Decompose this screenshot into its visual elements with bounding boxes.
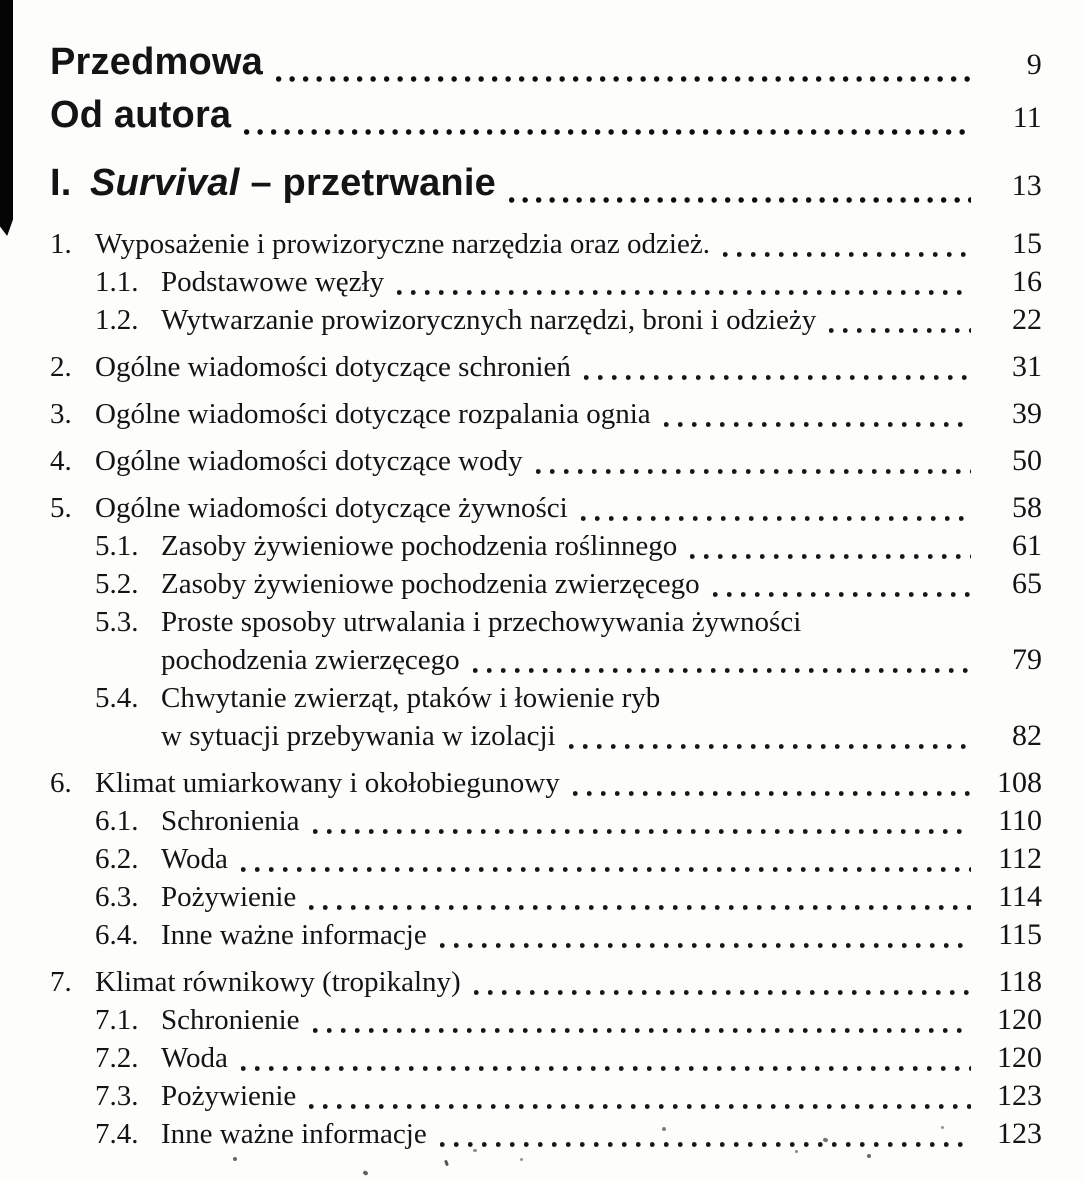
entry-title: Ogólne wiadomości dotyczące schronień xyxy=(95,351,571,383)
entry-title: Klimat umiarkowany i okołobiegunowy xyxy=(95,767,560,799)
page-number: 13 xyxy=(1011,169,1042,202)
entry-number: 7. xyxy=(50,966,72,998)
page-number: 65 xyxy=(1012,567,1042,600)
entry-number: 5. xyxy=(50,492,72,524)
entry-title: Ogólne wiadomości dotyczące żywności xyxy=(95,492,568,524)
page-number: 120 xyxy=(997,1041,1042,1074)
entry-title: Inne ważne informacje xyxy=(161,919,427,951)
page-number: 123 xyxy=(997,1079,1042,1112)
page-number: 58 xyxy=(1012,491,1042,524)
toc-row-front-matter xyxy=(50,36,1042,89)
entry-number: 1.1. xyxy=(95,266,139,298)
entry-title xyxy=(90,157,496,210)
dot-leader xyxy=(440,1141,971,1148)
entry-number: 6.2. xyxy=(95,843,139,875)
dot-leader xyxy=(829,327,971,334)
toc-row-chapter xyxy=(50,764,1042,802)
dot-leader xyxy=(241,1065,971,1072)
scan-speck xyxy=(473,1149,477,1152)
dot-leader xyxy=(723,251,971,258)
entry-title: Zasoby żywieniowe pochodzenia zwierzęcego xyxy=(161,568,700,600)
dot-leader xyxy=(474,989,971,996)
page-number: 82 xyxy=(1012,719,1042,752)
dot-leader xyxy=(573,790,971,797)
page-number: 114 xyxy=(998,880,1042,913)
toc-row-subsection xyxy=(50,263,1042,301)
entry-title: Ogólne wiadomości dotyczące rozpalania ognia xyxy=(95,398,651,430)
entry-number: 2. xyxy=(50,351,72,383)
page-number: 110 xyxy=(998,804,1042,837)
entry-title: Wyposażenie i prowizoryczne narzędzia oraz odzież. xyxy=(95,228,710,260)
dot-leader xyxy=(473,667,971,674)
entry-number: 3. xyxy=(50,398,72,430)
dot-leader xyxy=(509,196,971,204)
entry-title: Pożywienie xyxy=(161,881,297,913)
entry-title: Wytwarzanie prowizorycznych narzędzi, broni i odzieży xyxy=(161,304,817,336)
toc-row-subsection xyxy=(50,1039,1042,1077)
page-number: 79 xyxy=(1012,643,1042,676)
entry-number: 6. xyxy=(50,767,72,799)
toc-row-subsection-wrapped xyxy=(50,603,1042,679)
entry-title: Woda xyxy=(161,843,228,875)
dot-leader xyxy=(309,904,971,911)
entry-title: Schronienia xyxy=(161,805,300,837)
dot-leader xyxy=(569,743,971,750)
toc-row-subsection xyxy=(50,565,1042,603)
entry-title: Pożywienie xyxy=(161,1080,297,1112)
toc-row-part xyxy=(50,157,1042,210)
scan-speck xyxy=(362,1170,368,1176)
entry-number: 1.2. xyxy=(95,304,139,336)
entry-line-2 xyxy=(95,717,1042,755)
toc-row-subsection xyxy=(50,1077,1042,1115)
page-number: 120 xyxy=(997,1003,1042,1036)
page-number: 50 xyxy=(1012,444,1042,477)
dot-leader xyxy=(440,942,971,949)
scan-speck xyxy=(520,1158,523,1161)
dot-leader xyxy=(584,374,971,381)
dot-leader xyxy=(690,553,971,560)
entry-title: Proste sposoby utrwalania i przechowywania żywności xyxy=(161,606,802,638)
entry-number: 5.3. xyxy=(95,606,139,638)
dot-leader xyxy=(397,289,971,296)
entry-number: 5.4. xyxy=(95,682,139,714)
entry-title: Inne ważne informacje xyxy=(161,1118,427,1150)
entry-title: Schronienie xyxy=(161,1004,300,1036)
entry-title: Klimat równikowy (tropikalny) xyxy=(95,966,461,998)
entry-title: Podstawowe węzły xyxy=(161,266,385,298)
entry-title: Od autora xyxy=(50,94,232,136)
scan-speck xyxy=(662,1127,666,1131)
entry-title: Przedmowa xyxy=(50,41,263,83)
entry-number: 5.1. xyxy=(95,530,139,562)
toc-row-chapter xyxy=(50,442,1042,480)
entry-title-italic: Survival xyxy=(90,162,240,204)
page-number: 61 xyxy=(1012,529,1042,562)
page-number: 22 xyxy=(1012,303,1042,336)
entry-number: 5.2. xyxy=(95,568,139,600)
toc-row-subsection-wrapped xyxy=(50,679,1042,755)
toc-row-subsection xyxy=(50,527,1042,565)
dot-leader xyxy=(309,1103,971,1110)
page-number: 15 xyxy=(1012,227,1042,260)
entry-line-1 xyxy=(95,603,1042,641)
entry-number: I. xyxy=(50,162,72,204)
entry-number: 7.3. xyxy=(95,1080,139,1112)
entry-title: Woda xyxy=(161,1042,228,1074)
page-number: 11 xyxy=(1012,101,1042,134)
page-number: 112 xyxy=(998,842,1042,875)
entry-number: 7.4. xyxy=(95,1118,139,1150)
dot-leader xyxy=(581,515,971,522)
entry-line-1 xyxy=(95,679,1042,717)
entry-title: Chwytanie zwierząt, ptaków i łowienie ryb xyxy=(161,682,661,714)
entry-number: 4. xyxy=(50,445,72,477)
entry-number: 6.4. xyxy=(95,919,139,951)
toc-row-subsection xyxy=(50,301,1042,339)
dot-leader xyxy=(536,468,971,475)
entry-title: Zasoby żywieniowe pochodzenia roślinnego xyxy=(161,530,678,562)
entry-number: 6.3. xyxy=(95,881,139,913)
toc-row-subsection xyxy=(50,916,1042,954)
dot-leader xyxy=(276,75,971,83)
entry-title-continued: pochodzenia zwierzęcego xyxy=(161,644,460,676)
page-number: 115 xyxy=(998,918,1042,951)
scan-speck xyxy=(941,1126,944,1129)
dot-leader xyxy=(664,421,971,428)
entry-number: 6.1. xyxy=(95,805,139,837)
toc-row-chapter xyxy=(50,963,1042,1001)
toc-row-subsection xyxy=(50,802,1042,840)
entry-number: 1. xyxy=(50,228,72,260)
dot-leader xyxy=(241,866,971,873)
page-number: 16 xyxy=(1012,265,1042,298)
dot-leader xyxy=(313,1027,971,1034)
scan-artifact-bar xyxy=(0,0,13,236)
toc-row-subsection xyxy=(50,840,1042,878)
toc-row-subsection xyxy=(50,1001,1042,1039)
entry-title-continued: w sytuacji przebywania w izolacji xyxy=(161,720,556,752)
scan-speck xyxy=(795,1150,798,1153)
page-number: 9 xyxy=(1026,48,1042,81)
scan-speck xyxy=(867,1154,871,1158)
toc-row-chapter xyxy=(50,348,1042,386)
toc-row-chapter xyxy=(50,395,1042,433)
toc-row-chapter xyxy=(50,225,1042,263)
dot-leader xyxy=(244,128,971,136)
page-number: 31 xyxy=(1012,350,1042,383)
entry-number: 7.1. xyxy=(95,1004,139,1036)
entry-number: 7.2. xyxy=(95,1042,139,1074)
page-number: 123 xyxy=(997,1117,1042,1150)
dot-leader xyxy=(713,591,971,598)
page-number: 108 xyxy=(997,766,1042,799)
scan-speck xyxy=(233,1157,237,1161)
scan-speck xyxy=(444,1160,449,1167)
page-number: 39 xyxy=(1012,397,1042,430)
toc-row-subsection xyxy=(50,878,1042,916)
page-number: 118 xyxy=(998,965,1042,998)
toc-row-front-matter xyxy=(50,89,1042,142)
toc-list xyxy=(50,36,1042,1153)
entry-line-2 xyxy=(95,641,1042,679)
entry-title: Ogólne wiadomości dotyczące wody xyxy=(95,445,523,477)
dot-leader xyxy=(313,828,971,835)
toc-row-chapter xyxy=(50,489,1042,527)
toc-row-subsection xyxy=(50,1115,1042,1153)
entry-title-rest: – przetrwanie xyxy=(250,162,496,204)
